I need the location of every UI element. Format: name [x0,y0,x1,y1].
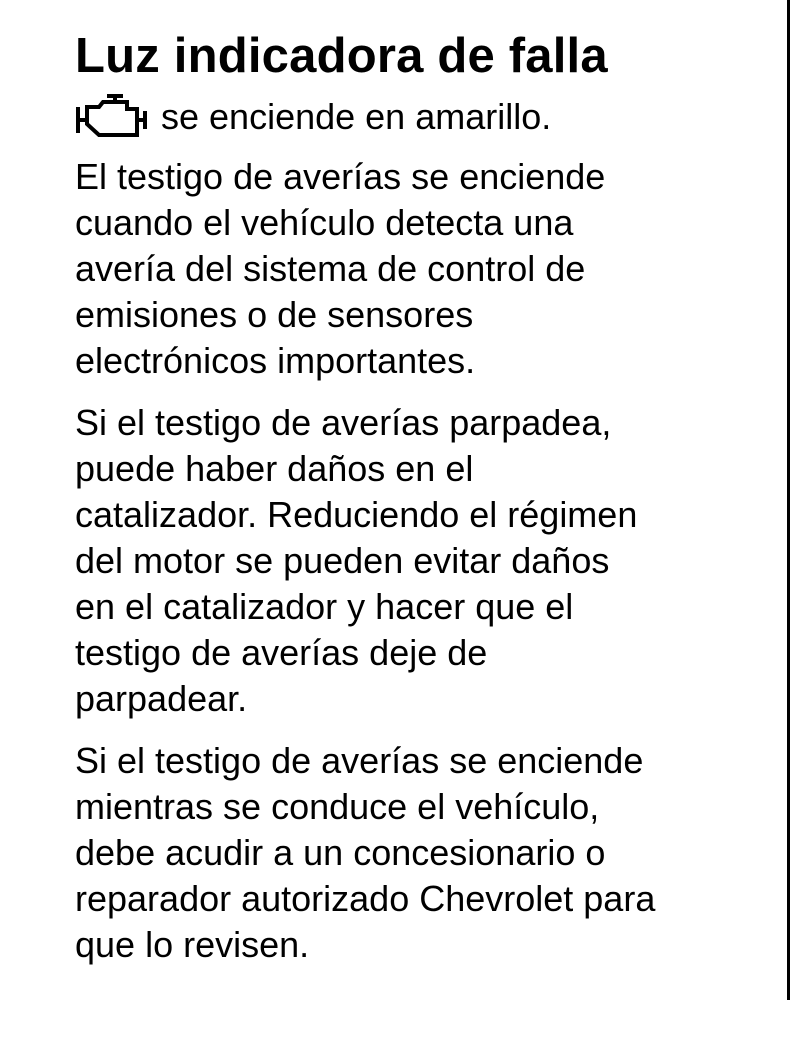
text-line: del motor se pueden evitar daños [75,540,610,581]
text-line: Si el testigo de averías se enciende [75,740,644,781]
indicator-description [75,94,775,140]
paragraph [75,154,775,384]
text-line: en el catalizador y hacer que el [75,586,574,627]
text-line: reparador autorizado Chevrolet para [75,878,656,919]
text-line: emisiones o de sensores [75,294,474,335]
manual-section [75,28,775,968]
text-line: testigo de averías deje de [75,632,488,673]
text-line: electrónicos importantes. [75,340,476,381]
section-title: Luz indicadora de falla [75,29,608,83]
check-engine-icon [75,93,151,141]
indicator-text: se enciende en amarillo. [161,96,552,137]
text-line: que lo revisen. [75,924,310,965]
text-line: El testigo de averías se enciende [75,156,606,197]
text-line: parpadear. [75,678,248,719]
text-line: mientras se conduce el vehículo, [75,786,600,827]
paragraph [75,738,775,968]
page-edge-rule [787,0,790,1000]
text-line: cuando el vehículo detecta una [75,202,574,243]
text-line: avería del sistema de control de [75,248,586,289]
text-line: catalizador. Reduciendo el régimen [75,494,638,535]
text-line: debe acudir a un concesionario o [75,832,606,873]
text-line: Si el testigo de averías parpadea, [75,402,612,443]
text-line: puede haber daños en el [75,448,474,489]
paragraph [75,400,775,722]
